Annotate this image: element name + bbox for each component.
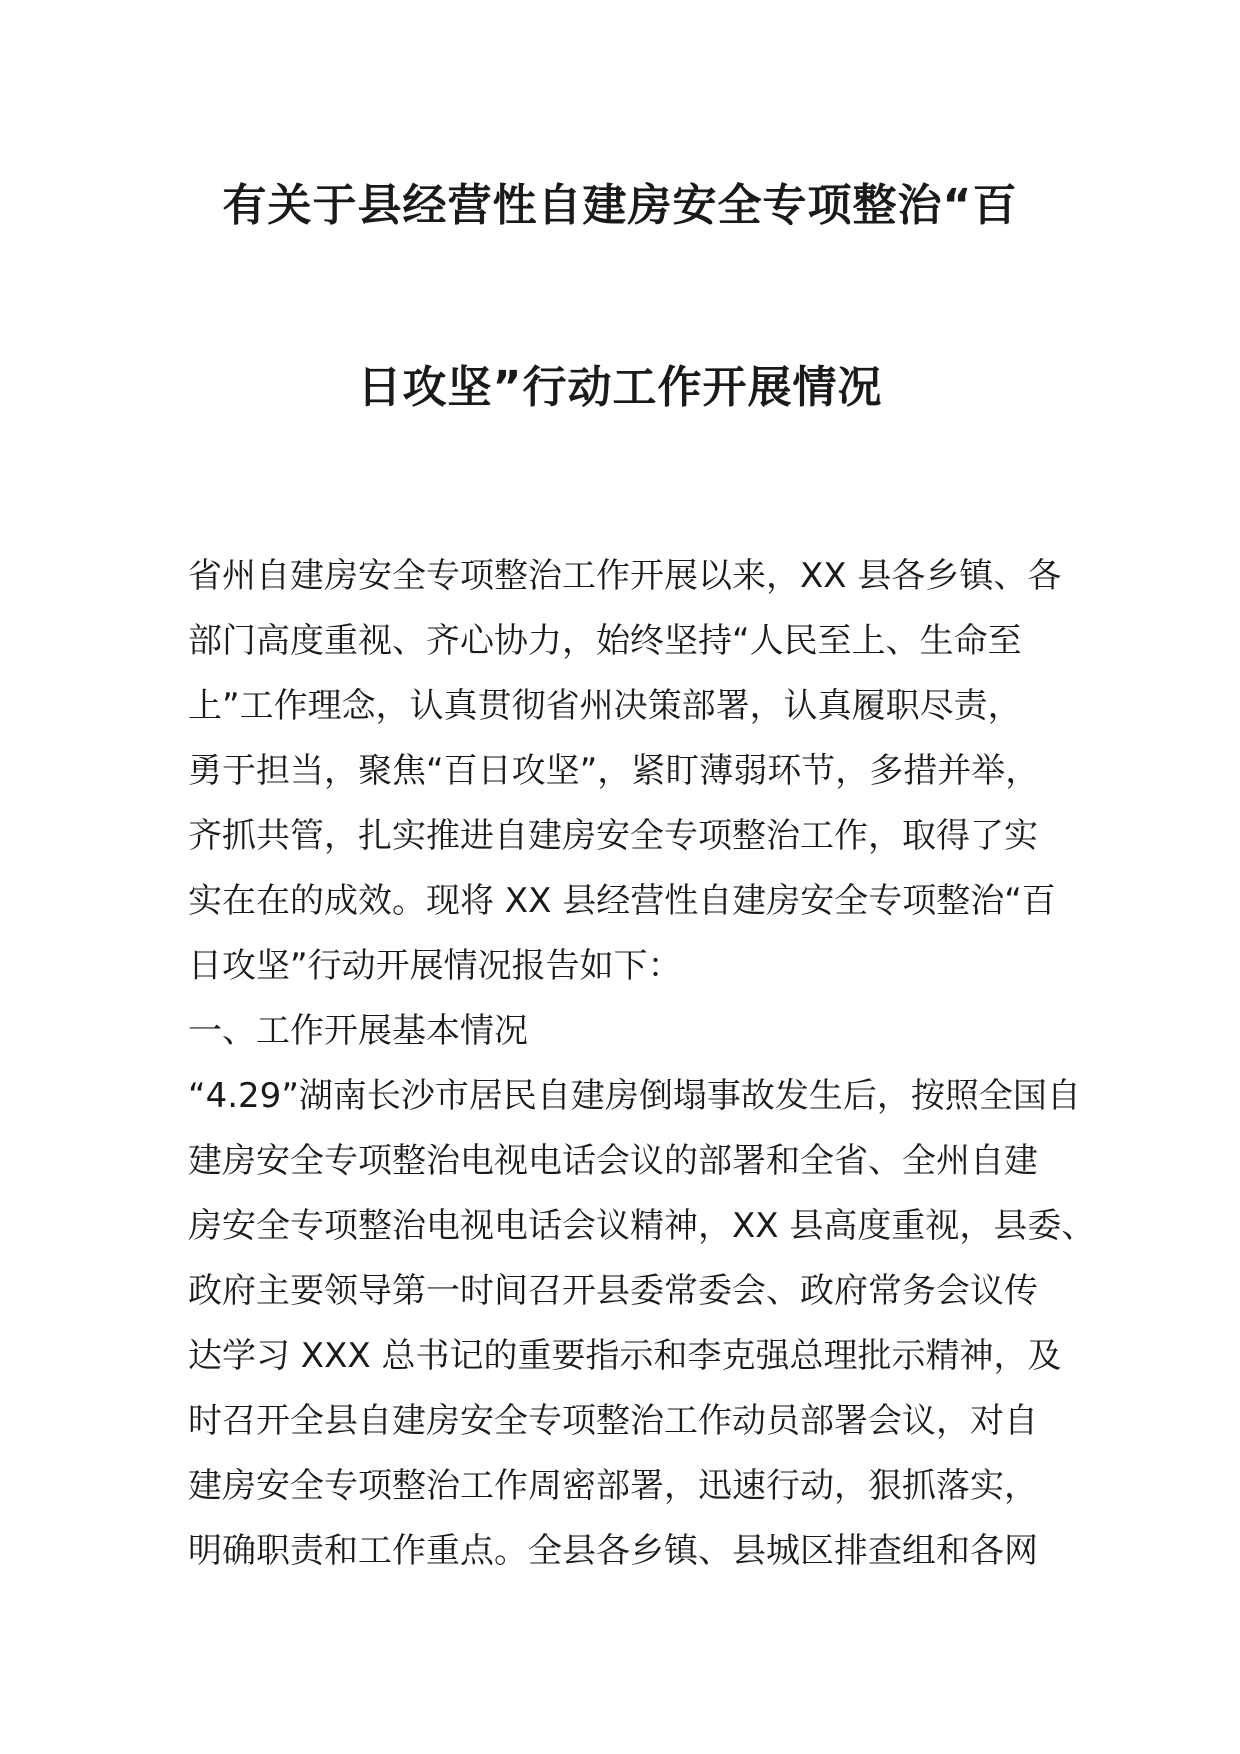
body-line: 建房安全专项整治工作周密部署，迅速行动，狠抓落实， <box>188 1466 1038 1506</box>
body-line: 明确职责和工作重点。全县各乡镇、县城区排查组和各网 <box>188 1531 1038 1571</box>
body-line: 实在在的成效。现将 XX 县经营性自建房安全专项整治“百 <box>188 881 1056 921</box>
body-line: 勇于担当，聚焦“百日攻坚”，紧盯薄弱环节，多措并举， <box>188 751 1040 791</box>
body-line: 上”工作理念，认真贯彻省州决策部署，认真履职尽责， <box>188 686 1022 726</box>
body-line: 政府主要领导第一时间召开县委常委会、政府常务会议传 <box>188 1271 1038 1311</box>
body-line: “4.29”湖南长沙市居民自建房倒塌事故发生后，按照全国自 <box>188 1076 1081 1116</box>
document-title-line-1: 有关于县经营性自建房安全专项整治“百 <box>222 180 1018 231</box>
section-heading: 一、工作开展基本情况 <box>188 1011 528 1051</box>
body-line: 日攻坚”行动开展情况报告如下： <box>188 946 682 986</box>
body-line: 建房安全专项整治电视电话会议的部署和全省、全州自建 <box>188 1141 1038 1181</box>
body-line: 达学习 XXX 总书记的重要指示和李克强总理批示精神，及 <box>188 1336 1062 1376</box>
body-line: 齐抓共管，扎实推进自建房安全专项整治工作，取得了实 <box>188 816 1038 856</box>
document-title-line-2: 日攻坚”行动工作开展情况 <box>357 362 883 413</box>
body-line: 时召开全县自建房安全专项整治工作动员部署会议，对自 <box>188 1401 1038 1441</box>
body-line: 省州自建房安全专项整治工作开展以来，XX 县各乡镇、各 <box>188 556 1062 596</box>
body-line: 部门高度重视、齐心协力，始终坚持“人民至上、生命至 <box>188 621 1022 661</box>
body-line: 房安全专项整治电视电话会议精神，XX 县高度重视，县委、 <box>188 1206 1096 1246</box>
